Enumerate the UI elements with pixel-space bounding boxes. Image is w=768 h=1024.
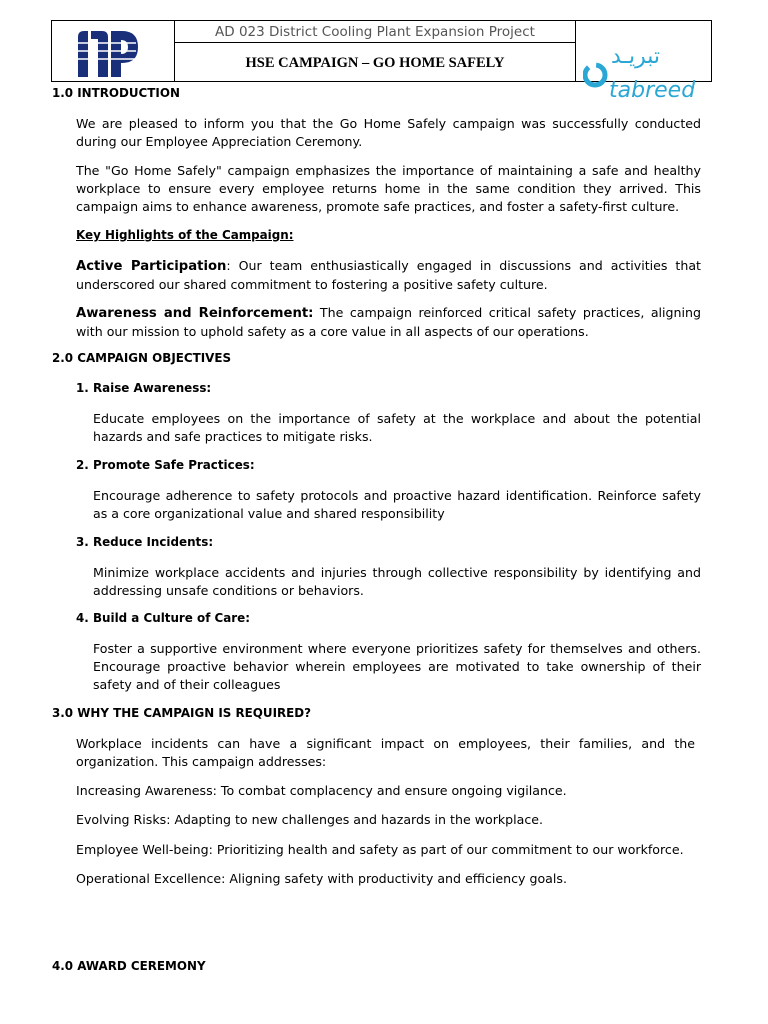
document-title: HSE CAMPAIGN – GO HOME SAFELY [245, 55, 505, 71]
project-name: AD 023 District Cooling Plant Expansion Project [175, 21, 575, 43]
objective-title: 2. Promote Safe Practices: [76, 458, 255, 473]
objective-text: Minimize workplace accidents and injuries through collective responsibility by identifying and addressing unsafe conditions or behaviors. [93, 565, 701, 598]
tabreed-arabic-text: تبريـد [611, 44, 661, 69]
why-intro-paragraph: Workplace incidents can have a significant impact on employees, their families, and the organization. This campaign addresses: [76, 736, 695, 769]
objective-title: 1. Raise Awareness: [76, 381, 212, 396]
tabreed-logo-icon [583, 43, 707, 103]
awareness-text: The campaign reinforced critical safety practices, aligning with our mission to uphold safety as a core value in all aspects of our operations. [76, 305, 701, 339]
active-participation-label: Active Participation [76, 259, 227, 274]
why-point: Evolving Risks: Adapting to new challenges and hazards in the workplace. [76, 812, 544, 827]
logo-cell [52, 21, 175, 81]
objective-title: 3. Reduce Incidents: [76, 535, 214, 550]
intro-paragraph-2: The "Go Home Safely" campaign emphasizes the importance of maintaining a safe and healthy workplace to ensure every employee returns home in the same condition they arrived. This campaign aims to enhance awareness, promote safe practices, and foster a safety-first culture. [76, 163, 701, 214]
intro-paragraph-1: We are pleased to inform you that the Go Home Safely campaign was successfully conducted during our Employee Appreciation Ceremony. [76, 116, 701, 149]
section-heading-why-required: 3.0 WHY THE CAMPAIGN IS REQUIRED? [52, 706, 312, 721]
highlight-awareness [76, 304, 701, 341]
highlight-active-participation [76, 257, 701, 294]
awareness-label: Awareness and Reinforcement: [76, 306, 314, 321]
section-heading-award-ceremony: 4.0 AWARD CEREMONY [52, 959, 206, 974]
section-heading-objectives: 2.0 CAMPAIGN OBJECTIVES [52, 351, 232, 366]
key-highlights-heading: Key Highlights of the Campaign: [76, 228, 294, 243]
client-logo-cell [575, 21, 712, 103]
objective-text: Educate employees on the importance of safety at the workplace and about the potential hazards and safe practices to mitigate risks. [93, 411, 701, 444]
objective-text: Encourage adherence to safety protocols and proactive hazard identification. Reinforce safety as a core organizational value and shared responsibility [93, 488, 701, 521]
mmp-logo-icon [76, 27, 142, 81]
tabreed-latin-text: tabreed [609, 78, 696, 103]
section-heading-introduction: 1.0 INTRODUCTION [52, 86, 180, 101]
active-participation-text: : Our team enthusiastically engaged in discussions and activities that underscored our shared commitment to fostering a positive safety culture. [76, 258, 701, 292]
why-point: Operational Excellence: Aligning safety with productivity and efficiency goals. [76, 871, 567, 886]
objective-title: 4. Build a Culture of Care: [76, 611, 250, 626]
why-point: Increasing Awareness: To combat complacency and ensure ongoing vigilance. [76, 783, 567, 798]
why-point: Employee Well-being: Prioritizing health and safety as part of our commitment to our workforce. [76, 842, 684, 857]
objective-text: Foster a supportive environment where everyone prioritizes safety for themselves and others. Encourage proactive behavior wherein employees are motivated to take ownership of their safety and of their colleagues [93, 641, 701, 692]
